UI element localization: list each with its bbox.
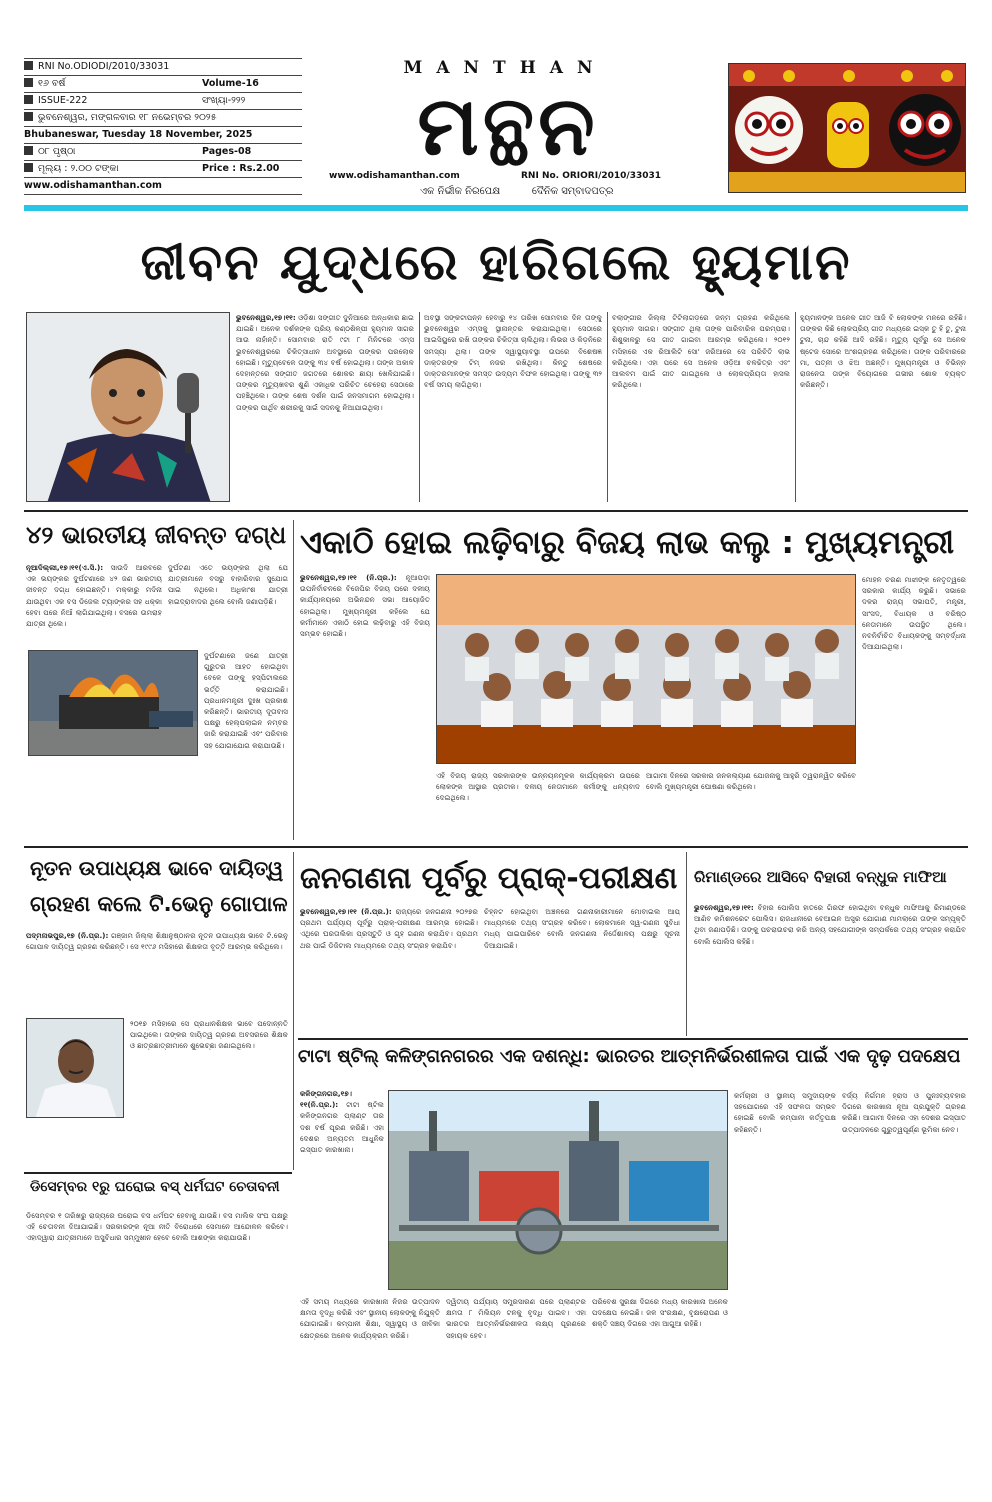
year-odia: ୧୬ ବର୍ଷ (38, 78, 66, 89)
vp-headline-1: ନୂତନ ଉପାଧ୍ୟକ୍ଷ ଭାବେ ଦାୟିତ୍ୱ (30, 856, 284, 880)
mafia-text: ବିହାର ପୋଲିସ ହାତରେ ଗିରଫ ହୋଇଥିବା ବନ୍ଧୁକ ମାଫିଆକୁ ରିମାଣ୍ଡରେ ଆଣିବ କମିଶନରେଟ ପୋଲିସ। ରାଜଧାନୀରେ ବେଆଇନ ଅସ୍ତ୍ର ଯୋଗାଣ ମାମଲାରେ ତାଙ୍କ ସମ୍ପୃକ୍ତି ଥିବା ଜଣାପଡ଼ିଛି। ତାଙ୍କୁ ପଚରାଉଚରା କରି ଅନ୍ୟ ସହଯୋଗୀଙ୍କ ସମ୍ପର୍କରେ ତଥ୍ୟ ସଂଗ୍ରହ କରାଯିବ ବୋଲି ପୋଲିସ କହିଛି। (694, 903, 966, 946)
lead-divider-2 (607, 312, 608, 502)
tata-text-5: କର୍ମଚାରୀ ଓ ସ୍ଥାନୀୟ ସମୁଦାୟଙ୍କ ସହଯୋଗରେ ଏହି ସଫଳତା ସମ୍ଭବ ହୋଇଛି ବୋଲି କମ୍ପାନୀ କର୍ତ୍ତୃପକ୍ଷ କହିଛନ୍ତି। (734, 1091, 836, 1134)
lead-text-1: ଓଡ଼ିଶା ସଙ୍ଗୀତ ଦୁନିଆରେ ଅନ୍ଧକାର ଛାଇ ଯାଇଛି। ଅନେକ ଦର୍ଶକଙ୍କ ପ୍ରିୟ କଣ୍ଠଶିଳ୍ପୀ ହ୍ୟୁମାନ ସାଗର ଆଉ ନାହାଁନ୍ତି। ସୋମବାର ରାତି ୯ଟା ୮ ମିନିଟରେ ଏମ୍ସ ଭୁବନେଶ୍ୱରରେ ଚିକିତ୍ସାଧୀନ ଅବସ୍ଥାରେ ତାଙ୍କର ପରଲୋକ ହୋଇଛି। ମୃତ୍ୟୁବେଳେ ତାଙ୍କୁ ୩୪ ବର୍ଷ ହୋଇଥିଲା। ତାଙ୍କ ଅକାଳ ଦେହାନ୍ତରେ ସଙ୍ଗୀତ ଜଗତରେ ଶୋକର ଛାୟା ଖେଳିଯାଇଛି। ତାଙ୍କର ମୃତ୍ୟୁଖବର ଶୁଣି ଏକାଧିକ ପରିଚିତ ଚେହେରା ସେଠାରେ ପହଞ୍ଚିଥିଲେ। ତାଙ୍କ ଶେଷ ଦର୍ଶନ ପାଇଁ ଜନସମାଗମ ହୋଇଥିଲା। ତାଙ୍କର ପାର୍ଥିବ ଶରୀରକୁ ସାଇଁ ସଦନକୁ ନିଆଯାଇଥିଲା। (236, 313, 414, 412)
lead-text-3: ବଲାଙ୍ଗୀର ଜିଲ୍ଲା ଟିଟିଲାଗଡ଼ରେ ଜନ୍ମ ଗ୍ରହଣ କରିଥିଲେ ହ୍ୟୁମାନ ସାଗର। ସଙ୍ଗୀତ ଥିଲା ତାଙ୍କ ପାରିବାରିକ ପରମ୍ପରା। ଶିଶୁକାଳରୁ ସେ ଗୀତ ଗାଇବା ଆରମ୍ଭ କରିଥିଲେ। ୨୦୧୨ ମସିହାରେ ଏକ ରିଆଲିଟି ସୋ' ଜରିଆରେ ସେ ପରିଚିତି ଲାଭ କରିଥିଲେ। ଏହା ପରେ ସେ ଅନେକ ଓଡ଼ିଆ ଚଳଚ୍ଚିତ୍ର ଏବଂ ଆଲବମ ପାଇଁ ଗୀତ ଗାଇଥିଲେ ଓ ଲୋକପ୍ରିୟତା ହାସଲ କରିଥିଲେ। (612, 313, 790, 390)
tata-column-4 (592, 1296, 728, 1494)
rni-right: RNI No. ORIORI/2010/33031 (521, 171, 662, 181)
tata-column-2 (300, 1296, 440, 1494)
cm-column-2 (436, 770, 640, 842)
logo-script-graphic (328, 76, 688, 168)
tata-steel-plant-photo (388, 1090, 728, 1290)
lead-text-2: ଅବସ୍ଥା ସଙ୍କଟାପନ୍ନ ହେବାରୁ ୧୪ ତାରିଖ ସୋମବାର ଦିନ ତାଙ୍କୁ ଭୁବନେଶ୍ୱର ଏମ୍ସକୁ ସ୍ଥାନାନ୍ତର କରାଯାଇଥିଲା। ସେଠାରେ ଆଇସିୟୁରେ ରଖି ତାଙ୍କର ଚିକିତ୍ସା ଚାଲିଥିଲା। ଲିଭର ଓ କିଡ଼ନିରେ ସମସ୍ୟା ଥିଲା। ତାଙ୍କ ସ୍ୱାସ୍ଥ୍ୟାବସ୍ଥା ଉପରେ ବିଶେଷଜ୍ଞ ଡାକ୍ତରଙ୍କ ଟିମ୍ ନଜର ରଖିଥିଲା। କିନ୍ତୁ ଶେଷରେ ଡାକ୍ତରମାନଙ୍କ ସମସ୍ତ ଉଦ୍ୟମ ବିଫଳ ହୋଇଥିଲା। ତାଙ୍କୁ ୩୨ ବର୍ଷ ସମୟ ଲାଗିଥିଲା। (424, 313, 602, 390)
website[interactable]: www.odishamanthan.com (24, 180, 162, 191)
date-english-row (24, 128, 302, 142)
tata-dateline: କଳିଙ୍ଗନଗର,୧୭।୧୧(ନି.ପ୍ର.): (300, 1089, 353, 1110)
fire-text-3: ଦୁର୍ଘଟଣାରେ ଜଣେ ଯାତ୍ରୀ ଗୁରୁତର ଆହତ ହୋଇଥିବା ବେଳେ ତାଙ୍କୁ ହସ୍ପିଟାଲରେ ଭର୍ତ୍ତି କରାଯାଇଛି। ପ୍ରଧାନମନ୍ତ୍ରୀ ଦୁଃଖ ପ୍ରକାଶ କରିଛନ୍ତି। ଭାରତୀୟ ଦୂତାବାସ ପକ୍ଷରୁ ହେଲ୍ପଲାଇନ ନମ୍ବର ଜାରି କରାଯାଇଛି ଏବଂ ପରିବାର ସହ ଯୋଗାଯୋଗ କରାଯାଉଛି। (204, 651, 288, 750)
fire-headline: ୪୨ ଭାରତୀୟ ଜୀବନ୍ତ ଦଗ୍ଧ (26, 521, 287, 549)
issue-odia: ସଂଖ୍ୟା-୨୨୨ (202, 95, 246, 106)
census-dateline: ଭୁବନେଶ୍ୱର,୧୭।୧୧ (ନି.ପ୍ର.): (300, 907, 392, 916)
bus-strike-column (26, 1210, 288, 1494)
volume: Volume-16 (202, 78, 259, 89)
cm-column-4 (862, 574, 966, 842)
rni-left-text: RNI No.ODIODI/2010/33031 (38, 61, 170, 72)
fire-text-2: ଦୁର୍ଘଟଣା ଏତେ ଭୟଙ୍କର ଥିଲା ଯେ ଯାତ୍ରୀମାନେ ବସରୁ ବାହାରିବାର ସୁଯୋଗ ପାଇ ନଥିଲେ। ଅଧିକାଂଶ ଯାତ୍ରୀ ହାଇଦ୍ରାବାଦର ଥିଲେ ବୋଲି ଜଣାପଡ଼ିଛି। (168, 563, 288, 606)
section-rule-4 (24, 1172, 292, 1174)
mafia-column (694, 902, 966, 1034)
rni-left (24, 60, 302, 74)
singer-photo (26, 312, 230, 502)
fire-column-2 (168, 562, 288, 646)
census-column-1 (300, 906, 478, 1034)
year-volume-row (24, 77, 302, 91)
logo-script-text: ମନ୍ଥନ (417, 79, 599, 168)
mafia-dateline: ଭୁବନେଶ୍ୱର,୧୭।୧୧: (694, 903, 754, 912)
tata-text-2: ଏହି ସମୟ ମଧ୍ୟରେ କାରଖାନା ନିଜର ଉତ୍ପାଦନ କ୍ଷମତା ବୃଦ୍ଧି କରିଛି ଏବଂ ସ୍ଥାନୀୟ ଲୋକଙ୍କୁ ନିଯୁକ୍ତି ଯୋଗାଇଛି। କମ୍ପାନୀ ଶିକ୍ଷା, ସ୍ୱାସ୍ଥ୍ୟ ଓ ଜୀବିକା କ୍ଷେତ୍ରରେ ଅନେକ କାର୍ଯ୍ୟକ୍ରମ କରିଛି। (300, 1297, 440, 1340)
lead-divider-3 (795, 312, 796, 502)
logo-word: MANTHAN (403, 58, 607, 78)
fire-column-3 (204, 650, 288, 756)
vp-divider (293, 852, 294, 1170)
tata-column-5 (734, 1090, 836, 1494)
census-text-2: ଚିହ୍ନଟ ହୋଇଥିବା ଅଞ୍ଚଳରେ ଗଣନାକାରୀମାନେ ମୋବାଇଲ ଆପ୍ ମାଧ୍ୟମରେ ତଥ୍ୟ ସଂଗ୍ରହ କରିବେ। ଲୋକମାନେ ସ୍ୱ-ଗଣନା ସୁବିଧା ମଧ୍ୟ ପାଇପାରିବେ ବୋଲି ଜନଗଣନା ନିର୍ଦ୍ଦେଶାଳୟ ପକ୍ଷରୁ ସୂଚନା ଦିଆଯାଇଛି। (484, 907, 680, 950)
date-english: Bhubaneswar, Tuesday 18 November, 2025 (24, 129, 253, 140)
fire-divider (293, 520, 294, 840)
date-odia: ଭୁବନେଶ୍ୱର, ମଙ୍ଗଳବାର ୧୮ ନଭେମ୍ବର ୨୦୨୫ (38, 112, 217, 123)
cm-headline: ଏକାଠି ହୋଇ ଲଢ଼ିବାରୁ ବିଜୟ ଲାଭ କଲୁ : ମୁଖ୍ୟମନ୍ତ୍ରୀ (300, 525, 955, 561)
cm-text-4: ମୋହନ ଚରଣ ମାଝୀଙ୍କ ନେତୃତ୍ୱରେ ସରକାର କାର୍ଯ୍ୟ କରୁଛି। ସଭାରେ ଦଳର ରାଜ୍ୟ ସଭାପତି, ମନ୍ତ୍ରୀ, ସାଂସଦ, ବିଧାୟକ ଓ ବରିଷ୍ଠ ନେତାମାନେ ଉପସ୍ଥିତ ଥିଲେ। ନବନିର୍ବାଚିତ ବିଧାୟକଙ୍କୁ ସମ୍ବର୍ଦ୍ଧନା ଦିଆଯାଇଥିଲା। (862, 575, 966, 652)
fire-text-1: ସାଉଦି ଆରବରେ ଏକ ଭୟଙ୍କର ଦୁର୍ଘଟଣାରେ ୪୨ ଜଣ ଭାରତୀୟ ଜୀବନ୍ତ ଦଗ୍ଧ ହୋଇଛନ୍ତି। ମକ୍କାରୁ ମଦିନା ଯାଉଥିବା ଏକ ବସ ଡିଜେଲ ଟ୍ୟାଙ୍କର ସହ ଧକ୍କା ହେବା ପରେ ନିଆଁ ଲାଗିଯାଇଥିଲା। ବସରେ ଉମରାହ ଯାତ୍ରୀ ଥିଲେ। (26, 563, 162, 629)
fire-dateline: ନୂଆଦିଲ୍ଲୀ,୧୭।୧୧(ଏ.ସି.): (26, 563, 104, 572)
section-rule-2 (24, 846, 968, 848)
tata-text-6: ବର୍ଜ୍ୟ ନିର୍ଗମନ ହ୍ରାସ ଓ ପୁନଃବ୍ୟବହାର ଦିଗରେ କାରଖାନା ନୂଆ ପ୍ରଯୁକ୍ତି ଗ୍ରହଣ କରିଛି। ଆଗାମୀ ଦିନରେ ଏହା ଦେଶର ଇସ୍ପାତ ଉତ୍ପାଦନରେ ଗୁରୁତ୍ୱପୂର୍ଣ୍ଣ ଭୂମିକା ନେବ। (842, 1091, 966, 1134)
bus-strike-headline: ଡିସେମ୍ବର ୧ରୁ ଘରୋଇ ବସ୍ ଧର୍ମଘଟ ଚେତାବନୀ (30, 1179, 280, 1195)
cm-dateline: ଭୁବନେଶ୍ୱର,୧୭।୧୧ (ନି.ପ୍ର.): (300, 573, 397, 582)
price-row (24, 162, 302, 176)
pages: Pages-08 (202, 146, 252, 157)
cm-text-2: ଏହି ବିଜୟ ରାଜ୍ୟ ସରକାରଙ୍କ ଉନ୍ନୟନମୂଳକ କାର୍ଯ୍ୟକ୍ରମ ଉପରେ ଲୋକଙ୍କ ଆସ୍ଥାର ପ୍ରତୀକ। ଦଳୀୟ ନେତାମାନେ କର୍ମୀଙ୍କୁ ଧନ୍ୟବାଦ ଦେଇଥିଲେ। (436, 771, 640, 803)
census-column-2 (484, 906, 680, 1034)
lead-column-1 (236, 312, 414, 504)
issue-row (24, 94, 302, 108)
price: Price : Rs.2.00 (202, 163, 280, 174)
lead-dateline: ଭୁବନେଶ୍ୱର,୧୭।୧୧: (236, 313, 296, 322)
tata-column-1 (300, 1088, 384, 1176)
tata-text-4: ପରିବେଶ ସୁରକ୍ଷା ଦିଗରେ ମଧ୍ୟ କାରଖାନା ଅନେକ ପଦକ୍ଷେପ ନେଇଛି। ଜଳ ସଂରକ୍ଷଣ, ବୃକ୍ଷରୋପଣ ଓ ଶକ୍ତି ସଞ୍ଚୟ ଦିଗରେ ଏହା ଆଗୁଆ ରହିଛି। (592, 1297, 728, 1329)
cm-text-3: ଆଗାମୀ ଦିନରେ ସରକାର ଜନକଲ୍ୟାଣ ଯୋଜନାକୁ ଆହୁରି ତ୍ୱରାନ୍ୱିତ କରିବେ ବୋଲି ମୁଖ୍ୟମନ୍ତ୍ରୀ ଘୋଷଣା କରିଥିଲେ। (646, 771, 856, 792)
pages-odia: ୦୮ ପୃଷ୍ଠା (38, 146, 76, 157)
tata-text-1: ଟାଟା ଷ୍ଟିଲ କଳିଙ୍ଗନଗର ପ୍ଲାଣ୍ଟ ତାର ଦଶ ବର୍ଷ ପୂରଣ କରିଛି। ଏହା ଦେଶର ଅନ୍ୟତମ ଆଧୁନିକ ଇସ୍ପାତ କାରଖାନା। (300, 1100, 384, 1155)
section-rule-3 (298, 1038, 968, 1040)
bus-strike-text: ଡିସେମ୍ବର ୧ ତାରିଖରୁ ରାଜ୍ୟରେ ଘରୋଇ ବସ ଧର୍ମଘଟ ହେବାକୁ ଯାଉଛି। ବସ ମାଲିକ ସଂଘ ପକ୍ଷରୁ ଏହି ଚେତାବନୀ ଦିଆଯାଇଛି। ସରକାରଙ୍କ ନୂଆ ନୀତି ବିରୋଧରେ ସେମାନେ ଆନ୍ଦୋଳନ କରିବେ। ଏହାଦ୍ୱାରା ଯାତ୍ରୀମାନେ ଅସୁବିଧାର ସମ୍ମୁଖୀନ ହେବେ ବୋଲି ଆଶଙ୍କା କରାଯାଉଛି। (26, 1211, 288, 1243)
date-odia-row (24, 111, 302, 125)
tata-text-3: ଦ୍ୱିତୀୟ ପର୍ଯ୍ୟାୟ ସମ୍ପ୍ରସାରଣ ପରେ ପ୍ଲାଣ୍ଟର କ୍ଷମତା ୮ ମିଲିୟନ ଟନକୁ ବୃଦ୍ଧି ପାଇବ। ଏହା ଭାରତର ଆତ୍ମନିର୍ଭରଶୀଳତା ଲକ୍ଷ୍ୟ ପୂରଣରେ ସହାୟକ ହେବ। (446, 1297, 586, 1340)
cm-column-1 (300, 572, 430, 842)
census-text-1: ରାଜ୍ୟରେ ଜନଗଣନା ୨୦୨୭ର ପ୍ରଥମ ପର୍ଯ୍ୟାୟ ପୂର୍ବରୁ ପ୍ରାକ୍-ପରୀକ୍ଷଣ ଆରମ୍ଭ ହୋଇଛି। ଏଥିରେ ଘରତାଲିକା ପ୍ରସ୍ତୁତି ଓ ଗୃହ ଗଣନା କରାଯିବ। ପ୍ରଥମ ଥର ପାଇଁ ଡିଜିଟାଲ ମାଧ୍ୟମରେ ତଥ୍ୟ ସଂଗ୍ରହ କରାଯିବ। (300, 907, 478, 950)
mafia-headline: ରିମାଣ୍ଡରେ ଆସିବେ ବିହାରୀ ବନ୍ଧୁକ ମାଫିଆ (694, 868, 947, 886)
vp-dateline: ପଦ୍ମନାଭପୁର,୧୭ (ନି.ପ୍ର.): (26, 931, 109, 940)
lead-column-2 (424, 312, 602, 504)
vp-column-1 (26, 930, 288, 1014)
price-odia: ମୂଲ୍ୟ : ୨.୦୦ ଟଙ୍କା (38, 163, 119, 174)
masthead-divider (24, 205, 968, 211)
pages-row (24, 145, 302, 159)
tata-column-3 (446, 1296, 586, 1494)
section-rule-1 (24, 510, 968, 512)
cm-column-3 (646, 770, 856, 842)
census-divider (686, 852, 687, 1036)
jagannath-deities-image (728, 63, 966, 193)
vp-headline-2: ଗ୍ରହଣ କଲେ ଟି.ଭେନୁ ଗୋପାଳ (30, 892, 288, 916)
vp-column-2 (130, 1018, 288, 1168)
issue: ISSUE-222 (38, 95, 88, 106)
tagline: ଏକ ନିର୍ଭୀକ ନିରପେକ୍ଷ ଦୈନିକ ସମ୍ବାଦପତ୍ର (420, 186, 614, 197)
lead-text-4: ହ୍ୟୁମାନଙ୍କ ଅନେକ ଗୀତ ଆଜି ବି ଲୋକଙ୍କ ମନରେ ରହିଛି। ତାଙ୍କର କିଛି ଲୋକପ୍ରିୟ ଗୀତ ମଧ୍ୟରେ ଇସ୍କ ତୁ ହି ତୁ, ଟୁନା ଟୁନା, ଚାନ୍ଦ କହିଛି ଆଦି ରହିଛି। ମୃତ୍ୟୁ ପୂର୍ବରୁ ସେ ଅନେକ ଷ୍ଟେଜ ସୋରେ ଅଂଶଗ୍ରହଣ କରିଥିଲେ। ତାଙ୍କ ପରିବାରରେ ମା, ପତ୍ନୀ ଓ ଝିଅ ଅଛନ୍ତି। ମୁଖ୍ୟମନ୍ତ୍ରୀ ଓ ବିଭିନ୍ନ ରାଜନେତା ତାଙ୍କ ବିୟୋଗରେ ଗଭୀର ଶୋକ ବ୍ୟକ୍ତ କରିଛନ୍ତି। (800, 313, 966, 390)
lead-headline: ଜୀବନ ଯୁଦ୍ଧରେ ହାରିଗଲେ ହ୍ୟୁମାନ (140, 233, 852, 291)
vp-text-1: ଗଞ୍ଜାମ ଜିଲ୍ଲା ଶିକ୍ଷାନୁଷ୍ଠାନର ନୂତନ ଉପାଧ୍ୟକ୍ଷ ଭାବେ ଟି.ଭେନୁ ଗୋପାଳ ଦାୟିତ୍ୱ ଗ୍ରହଣ କରିଛନ୍ତି। ସେ ୧୯୯୬ ମସିହାରେ ଶିକ୍ଷକତା ବୃତ୍ତି ଆରମ୍ଭ କରିଥିଲେ। (26, 931, 288, 952)
url-left[interactable]: www.odishamanthan.com (329, 171, 460, 181)
tata-column-6 (842, 1090, 966, 1494)
venugopal-photo (26, 1018, 124, 1118)
bus-fire-photo (28, 650, 198, 756)
census-headline: ଜନଗଣନା ପୂର୍ବରୁ ପ୍ରାକ୍-ପରୀକ୍ଷଣ (300, 861, 678, 896)
lead-divider-1 (419, 312, 420, 502)
cm-text-1: ନୂଆପଡ଼ା ଉପନିର୍ବାଚନରେ ବିଜେପିର ବିଜୟ ପରେ ଦଳୀୟ କାର୍ଯ୍ୟାଳୟରେ ଅଭିନନ୍ଦନ ସଭା ଆୟୋଜିତ ହୋଇଥିଲା। ମୁଖ୍ୟମନ୍ତ୍ରୀ କହିଲେ ଯେ କର୍ମୀମାନେ ଏକାଠି ହୋଇ ଲଢ଼ିବାରୁ ଏହି ବିଜୟ ସମ୍ଭବ ହୋଇଛି। (300, 573, 430, 639)
fire-column-1 (26, 562, 162, 646)
tata-headline: ଟାଟା ଷ୍ଟିଲ୍ କଳିଙ୍ଗନଗରର ଏକ ଦଶନ୍ଧି: ଭାରତର ଆତ୍ମନିର୍ଭରଶୀଳତା ପାଇଁ ଏକ ଦୃଢ଼ ପଦକ୍ଷେପ (298, 1046, 961, 1067)
lead-column-3 (612, 312, 790, 504)
cm-meeting-photo (436, 574, 856, 764)
vp-text-2: ୨୦୧୭ ମସିହାରେ ସେ ପ୍ରଧାନଶିକ୍ଷକ ଭାବେ ପଦୋନ୍ନତି ପାଇଥିଲେ। ତାଙ୍କର ଦାୟିତ୍ୱ ଗ୍ରହଣ ଅବସରରେ ଶିକ୍ଷକ ଓ ଛାତ୍ରଛାତ୍ରୀମାନେ ଶୁଭେଚ୍ଛା ଜଣାଇଥିଲେ। (130, 1019, 288, 1051)
lead-column-4 (800, 312, 966, 504)
website-row (24, 179, 302, 193)
